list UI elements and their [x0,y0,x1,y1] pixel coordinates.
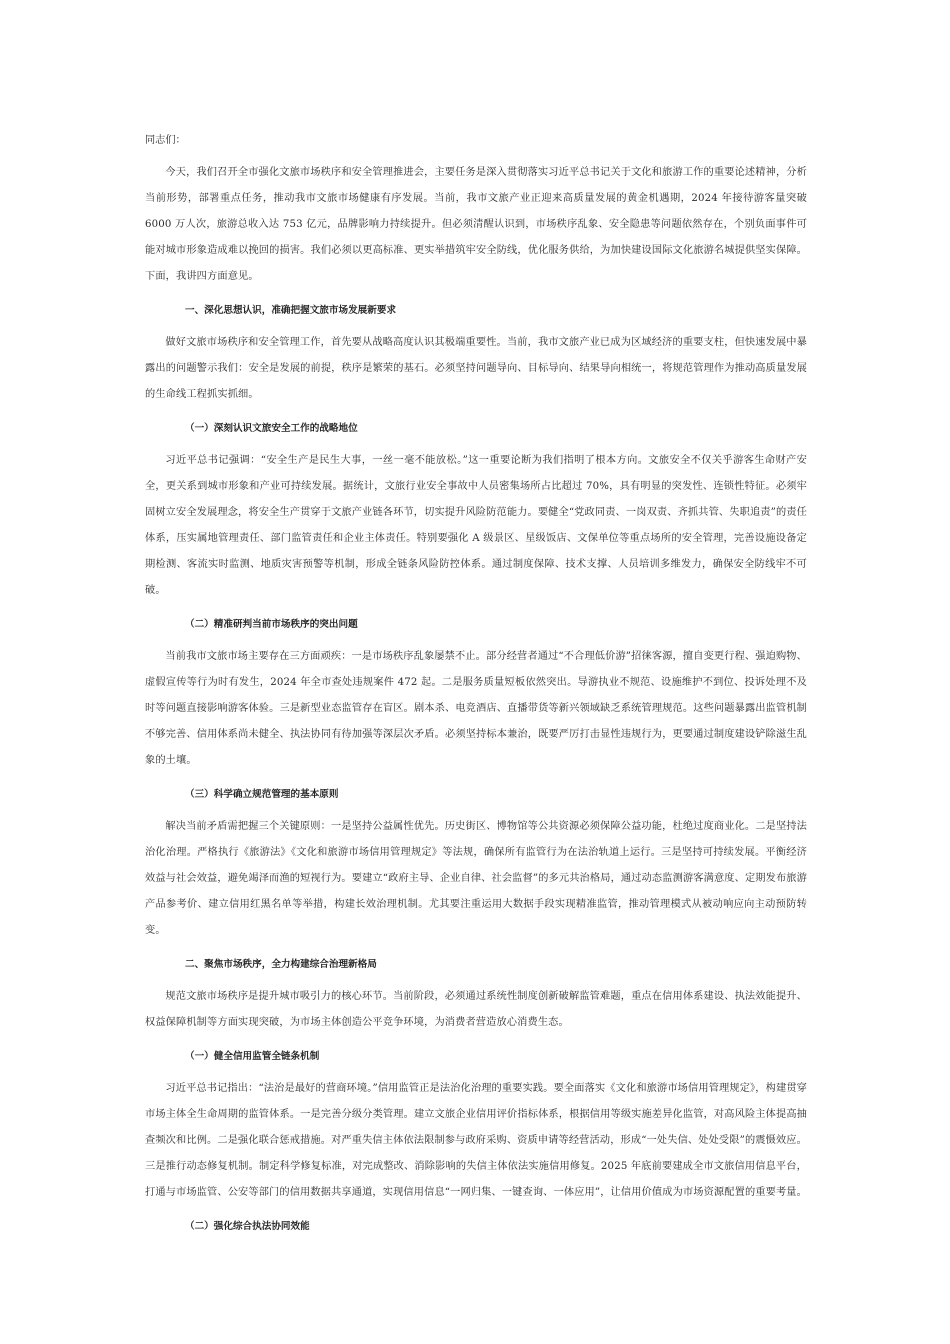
section-1-sub-3-paragraph: 解决当前矛盾需把握三个关键原则：一是坚持公益属性优先。历史街区、博物馆等公共资源必须保障公益功能，杜绝过度商业化。二是坚持法治化治理。严格执行《旅游法》《文化和旅游市场信用管理规定》等法规，确保所有监管行为在法治轨道上运行。三是坚持可持续发展。平衡经济效益与社会效益，避免竭泽而渔的短视行为。要建立“政府主导、企业自律、社会监督”的多元共治格局，通过动态监测游客满意度、定期发布旅游产品参考价、建立信用红黑名单等举措，构建长效治理机制。尤其要注重运用大数据手段实现精准监管，推动管理模式从被动响应向主动预防转变。 [145,821,807,936]
section-1-sub-3-heading: （三）科学确立规范管理的基本原则 [185,789,339,800]
document-body [145,128,807,1240]
greeting: 同志们： [145,135,186,146]
section-2-sub-1-heading: （一）健全信用监管全链条机制 [185,1051,320,1062]
section-1-sub-1-paragraph: 习近平总书记强调：“安全生产是民生大事，一丝一毫不能放松。”这一重要论断为我们指明了根本方向。文旅安全不仅关乎游客生命财产安全，更关系到城市形象和产业可持续发展。据统计，文旅行业安全事故中人员密集场所占比超过 70%，具有明显的突发性、连锁性特征。必须牢固树立安全发展理念，将安全生产贯穿于文旅产业链各环节，切实提升风险防范能力。要健全“党政同责、一岗双责、齐抓共管、失职追责”的责任体系，压实属地管理责任、部门监管责任和企业主体责任。特别要强化 A 级景区、星级饭店、文保单位等重点场所的安全管理，完善设施设备定期检测、客流实时监测、地质灾害预警等机制，形成全链条风险防控体系。通过制度保障、技术支撑、人员培训多维发力，确保安全防线牢不可破。 [145,455,807,596]
section-1-lead-paragraph: 做好文旅市场秩序和安全管理工作，首先要从战略高度认识其极端重要性。当前，我市文旅产业已成为区域经济的重要支柱，但快速发展中暴露出的问题警示我们：安全是发展的前提，秩序是繁荣的基石。必须坚持问题导向、目标导向、结果导向相统一，将规范管理作为推动高质量发展的生命线工程抓实抓细。 [145,337,807,400]
section-2-sub-2-heading: （二）强化综合执法协同效能 [185,1221,310,1232]
section-2-sub-1-paragraph: 习近平总书记指出：“法治是最好的营商环境。”信用监管正是法治化治理的重要实践。要全面落实《文化和旅游市场信用管理规定》，构建贯穿市场主体全生命周期的监管体系。一是完善分级分类管理。建立文旅企业信用评价指标体系，根据信用等级实施差异化监管，对高风险主体提高抽查频次和比例。二是强化联合惩戒措施。对严重失信主体依法限制参与政府采购、资质申请等经营活动，形成“一处失信、处处受限”的震慑效应。三是推行动态修复机制。制定科学修复标准，对完成整改、消除影响的失信主体依法实施信用修复。2025 年底前要建成全市文旅信用信息平台，打通与市场监管、公安等部门的信用数据共享通道，实现信用信息“一网归集、一键查询、一体应用”，让信用价值成为市场资源配置的重要考量。 [145,1083,807,1198]
section-1-sub-2-heading: （二）精准研判当前市场秩序的突出问题 [185,619,358,630]
section-1-sub-2-paragraph: 当前我市文旅市场主要存在三方面顽疾：一是市场秩序乱象屡禁不止。部分经营者通过“不合理低价游”招徕客源，擅自变更行程、强迫购物、虚假宣传等行为时有发生，2024 年全市查处违规案件 472 起。二是服务质量短板依然突出。导游执业不规范、设施维护不到位、投诉处理不及时等问题直接影响游客体验。三是新型业态监管存在盲区。剧本杀、电竞酒店、直播带货等新兴领域缺乏系统管理规范。这些问题暴露出监管机制不够完善、信用体系尚未健全、执法协同有待加强等深层次矛盾。必须坚持标本兼治，既要严厉打击显性违规行为，更要通过制度建设铲除滋生乱象的土壤。 [145,651,807,766]
intro-paragraph: 今天，我们召开全市强化文旅市场秩序和安全管理推进会，主要任务是深入贯彻落实习近平总书记关于文化和旅游工作的重要论述精神，分析当前形势，部署重点任务，推动我市文旅市场健康有序发展。当前，我市文旅产业正迎来高质量发展的黄金机遇期，2024 年接待游客量突破 6000 万人次，旅游总收入达 753 亿元，品牌影响力持续提升。但必须清醒认识到，市场秩序乱象、安全隐患等问题依然存在，个别负面事件可能对城市形象造成难以挽回的损害。我们必须以更高标准、更实举措筑牢安全防线，优化服务供给，为加快建设国际文化旅游名城提供坚实保障。下面，我讲四方面意见。 [145,167,807,282]
section-2-lead-paragraph: 规范文旅市场秩序是提升城市吸引力的核心环节。当前阶段，必须通过系统性制度创新破解监管难题，重点在信用体系建设、执法效能提升、权益保障机制等方面实现突破，为市场主体创造公平竞争环境，为消费者营造放心消费生态。 [145,991,807,1028]
section-1-heading: 一、深化思想认识，准确把握文旅市场发展新要求 [185,305,397,316]
section-1-sub-1-heading: （一）深刻认识文旅安全工作的战略地位 [185,423,358,434]
section-2-heading: 二、聚焦市场秩序，全力构建综合治理新格局 [185,959,377,970]
